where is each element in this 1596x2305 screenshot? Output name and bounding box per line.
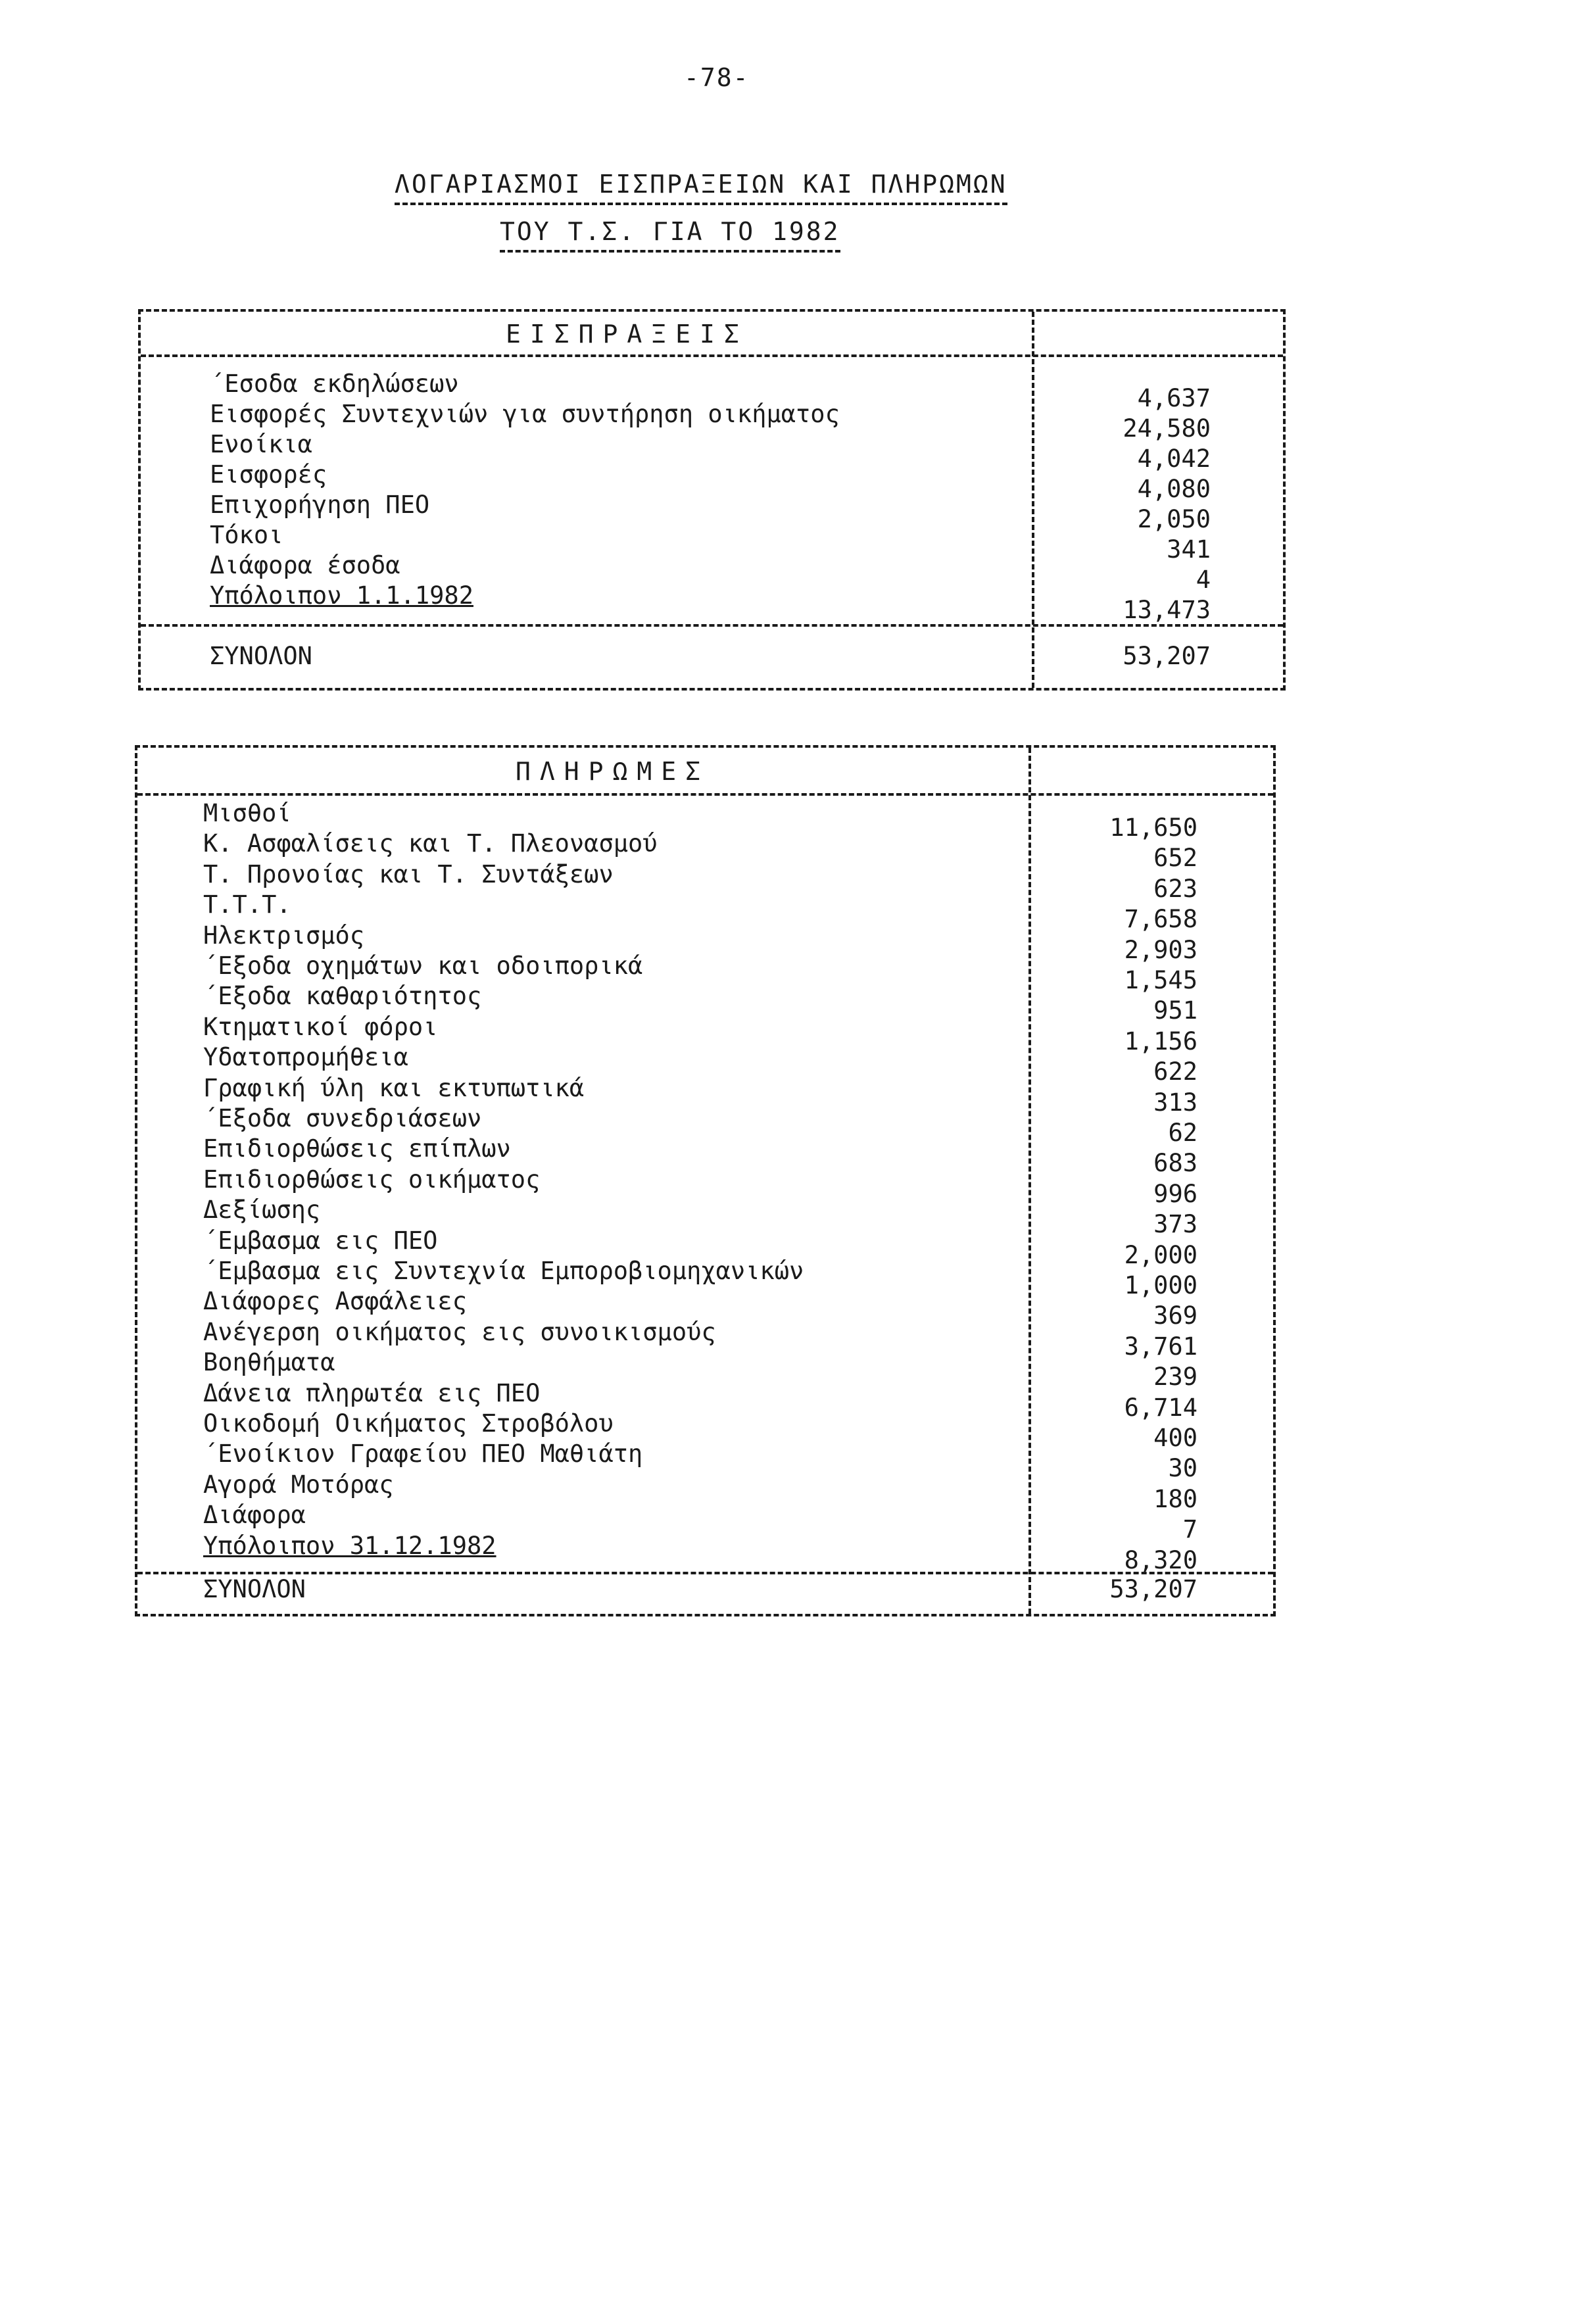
row-amount: 623 [1153,874,1197,903]
row-label: Γραφική ύλη και εκτυπωτικά [203,1073,585,1102]
row-label: Δεξίωσης [203,1196,321,1225]
table-row [137,1287,1273,1330]
table-row [137,890,1273,934]
row-label: Εισφορές [210,460,327,489]
row-amount: 30 [1168,1454,1197,1483]
table-row [137,1317,1273,1361]
row-amount: 951 [1153,996,1197,1025]
table-row [137,1501,1273,1544]
row-amount: 239 [1153,1363,1197,1392]
total-divider [141,624,1283,627]
row-amount: 4 [1196,566,1211,594]
total-label: ΣΥΝΟΛΟΝ [203,1575,306,1603]
row-amount: 1,545 [1124,966,1197,994]
row-amount: 652 [1153,844,1197,873]
row-amount: 180 [1153,1484,1197,1513]
row-amount: 13,473 [1123,596,1211,624]
row-amount: 341 [1167,535,1211,564]
header-divider [137,793,1273,796]
row-amount: 313 [1153,1088,1197,1117]
table-row [137,1104,1273,1147]
row-label: ΄Εσοδα εκδηλώσεων [210,370,459,398]
table-row [137,952,1273,994]
total-divider [137,1572,1273,1574]
row-label: Βοηθήματα [203,1348,335,1377]
table-row [141,370,1283,412]
row-label: ΄Εμβασμα εις ΠΕΟ [203,1226,438,1255]
row-label: Τόκοι [210,521,283,549]
table-row [137,799,1273,842]
row-amount: 4,080 [1137,475,1211,503]
row-amount: 6,714 [1124,1393,1197,1422]
row-amount: 7,658 [1124,905,1197,934]
payments-total-row [137,1575,1273,1605]
row-label: Διάφορα έσοδα [210,551,400,579]
payments-header: ΠΛΗΡΩΜΕΣ [516,757,710,786]
table-row [137,1012,1273,1055]
table-row [141,551,1283,594]
table-row [137,1073,1273,1117]
table-row [137,1257,1273,1299]
row-label: Ενοίκια [210,430,312,458]
table-row [141,400,1283,443]
row-label: Μισθοί [203,799,291,827]
row-label: Υπόλοιπον 31.12.1982 [203,1531,496,1560]
row-label: Αγορά Μοτόρας [203,1470,394,1499]
row-amount: 62 [1168,1119,1197,1147]
row-label: ΄Εμβασμα εις Συντεχνία Εμποροβιομηχανικών [203,1257,804,1285]
row-amount: 622 [1153,1057,1197,1086]
row-amount: 1,000 [1124,1271,1197,1299]
table-row [137,1531,1273,1574]
row-amount: 11,650 [1109,813,1197,842]
row-label: Ηλεκτρισμός [203,921,365,950]
table-row [141,581,1283,624]
payments-table [135,745,1276,1616]
row-label: ΄Εξοδα συνεδριάσεων [203,1104,482,1132]
row-amount: 1,156 [1124,1027,1197,1055]
receipts-total-row [141,642,1283,672]
row-amount: 3,761 [1124,1332,1197,1361]
row-label: Τ.Τ.Τ. [203,890,291,919]
row-label: ΄Εξοδα καθαριότητος [203,982,482,1011]
row-label: Διάφορα [203,1501,306,1530]
row-label: ΄Ενοίκιον Γραφείου ΠΕΟ Μαθιάτη [203,1440,643,1468]
receipts-header: ΕΙΣΠΡΑΞΕΙΣ [506,320,748,349]
receipts-table [138,309,1286,691]
total-amount: 53,207 [1123,642,1211,670]
row-label: Οικοδομή Οικήματος Στροβόλου [203,1409,614,1438]
row-amount: 7 [1182,1515,1197,1544]
document-title: ΛΟΓΑΡΙΑΣΜΟΙ ΕΙΣΠΡΑΞΕΙΩΝ ΚΑΙ ΠΛΗΡΩΜΩΝ [395,170,1007,205]
row-amount: 369 [1153,1301,1197,1330]
table-row [137,1134,1273,1178]
header-divider [141,354,1283,357]
row-label: ΄Εξοδα οχημάτων και οδοιπορικά [203,952,643,980]
table-row [137,1378,1273,1422]
table-row [137,1440,1273,1483]
document-subtitle: ΤΟΥ Τ.Σ. ΓΙΑ ΤΟ 1982 [500,217,840,253]
row-label: Επιδιορθώσεις οικήματος [203,1165,541,1194]
table-row [137,1043,1273,1086]
row-amount: 4,042 [1137,445,1211,473]
row-amount: 2,050 [1137,505,1211,533]
row-label: Επιδιορθώσεις επίπλων [203,1134,511,1163]
table-row [141,491,1283,533]
row-amount: 996 [1153,1179,1197,1208]
row-amount: 683 [1153,1149,1197,1178]
row-amount: 400 [1153,1424,1197,1452]
table-row [137,1409,1273,1452]
row-amount: 2,903 [1124,935,1197,964]
total-amount: 53,207 [1109,1575,1197,1603]
table-row [141,430,1283,473]
row-amount: 2,000 [1124,1240,1197,1269]
table-row [137,829,1273,873]
row-amount: 373 [1153,1210,1197,1239]
row-label: Τ. Προνοίας και Τ. Συντάξεων [203,860,614,888]
row-label: Εισφορές Συντεχνιών για συντήρηση οικήματος [210,400,840,428]
page-number: -78- [684,63,750,92]
row-amount: 8,320 [1124,1545,1197,1574]
row-label: Υπόλοιπον 1.1.1982 [210,581,473,610]
row-label: Επιχορήγηση ΠΕΟ [210,491,430,519]
table-row [137,1165,1273,1208]
table-row [141,521,1283,564]
row-label: Διάφορες Ασφάλειες [203,1287,467,1316]
row-label: Κτηματικοί φόροι [203,1012,438,1041]
table-row [137,1196,1273,1239]
table-row [137,860,1273,903]
table-row [137,1470,1273,1513]
table-row [137,921,1273,964]
row-label: Δάνεια πληρωτέα εις ΠΕΟ [203,1378,541,1407]
row-amount: 4,637 [1137,384,1211,412]
row-label: Ανέγερση οικήματος εις συνοικισμούς [203,1317,716,1346]
table-row [137,1226,1273,1269]
table-row [137,1348,1273,1392]
total-label: ΣΥΝΟΛΟΝ [210,642,312,670]
row-amount: 24,580 [1123,414,1211,443]
table-row [141,460,1283,503]
table-row [137,982,1273,1025]
row-label: Υδατοπρομήθεια [203,1043,408,1072]
row-label: Κ. Ασφαλίσεις και Τ. Πλεονασμού [203,829,658,858]
